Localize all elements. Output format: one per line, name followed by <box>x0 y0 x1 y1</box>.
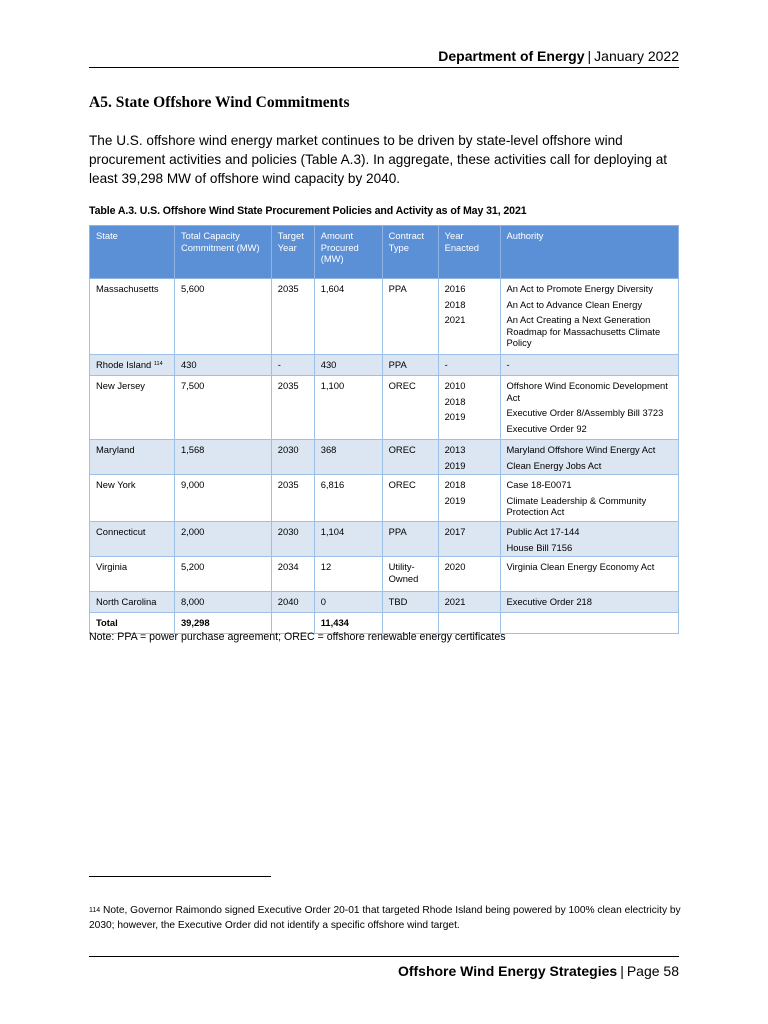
state-name: New York <box>96 479 136 490</box>
table-row <box>90 592 679 613</box>
state-name: Massachusetts <box>96 283 159 294</box>
authority-item: Maryland Offshore Wind Energy Act <box>506 444 656 455</box>
year-item: 2019 <box>444 411 466 422</box>
cell-procured: 368 <box>314 440 382 475</box>
year-item: 2010 <box>444 380 466 391</box>
cell-state <box>90 592 175 613</box>
authority-item: - <box>506 359 510 370</box>
state-name: Connecticut <box>96 526 146 537</box>
footnote <box>89 904 681 933</box>
table-header-row <box>90 226 679 279</box>
col-header-target-year: Target Year <box>271 226 314 279</box>
state-name: North Carolina <box>96 596 157 607</box>
year-item: - <box>444 359 448 370</box>
cell-target-year: 2034 <box>271 557 314 592</box>
state-name: New Jersey <box>96 380 145 391</box>
table-note: Note: PPA = power purchase agreement; OREC = offshore renewable energy certificates <box>89 631 506 643</box>
cell-state <box>90 475 175 522</box>
authority-item: Executive Order 8/Assembly Bill 3723 <box>506 407 664 418</box>
cell-authority <box>500 557 679 592</box>
authority-item: Case 18-E0071 <box>506 479 572 490</box>
cell-year-enacted <box>438 557 500 592</box>
year-item: 2018 <box>444 298 466 310</box>
table-row <box>90 475 679 522</box>
section-title: A5. State Offshore Wind Commitments <box>89 94 350 111</box>
table-row <box>90 376 679 440</box>
col-header-year-enacted: Year Enacted <box>438 226 500 279</box>
authority-item: An Act to Advance Clean Energy <box>506 298 643 310</box>
table-body <box>90 279 679 634</box>
footer-page-number: Page 58 <box>626 963 679 979</box>
cell-capacity: 5,600 <box>174 279 271 355</box>
cell-procured: 1,100 <box>314 376 382 440</box>
cell-year-enacted <box>438 475 500 522</box>
table-caption: Table A.3. U.S. Offshore Wind State Procurement Policies and Activity as of May 31, 2021 <box>89 205 527 217</box>
cell-authority <box>500 440 679 475</box>
cell-contract-type: OREC <box>382 440 438 475</box>
cell-state <box>90 440 175 475</box>
authority-item: Offshore Wind Economic Development Act <box>506 380 668 403</box>
authority-item: House Bill 7156 <box>506 541 573 553</box>
page-header <box>89 46 679 68</box>
cell-authority <box>500 475 679 522</box>
footnote-ref: 114 <box>153 361 163 367</box>
cell-year-enacted <box>438 355 500 376</box>
authority-item: An Act to Promote Energy Diversity <box>506 283 653 294</box>
cell-state <box>90 279 175 355</box>
authority-item: Clean Energy Jobs Act <box>506 459 602 471</box>
year-item: 2021 <box>444 314 466 325</box>
cell-contract-type: OREC <box>382 376 438 440</box>
cell-capacity: 9,000 <box>174 475 271 522</box>
cell-contract-type: PPA <box>382 355 438 376</box>
cell-state <box>90 376 175 440</box>
footnote-rule <box>89 876 271 877</box>
col-header-state: State <box>90 226 175 279</box>
cell-contract-type: Utility-Owned <box>382 557 438 592</box>
cell-procured: 12 <box>314 557 382 592</box>
cell-procured: 0 <box>314 592 382 613</box>
cell-year-enacted <box>438 592 500 613</box>
header-separator: | <box>587 48 592 64</box>
cell-state <box>90 522 175 557</box>
footnote-text: Note, Governor Raimondo signed Executive Order 20-01 that targeted Rhode Island being powered by 100% clean electricity by 2030; however, the Executive Order did not identify a specific offshore wind target. <box>89 905 681 931</box>
cell-state <box>90 355 175 376</box>
cell-contract-type: PPA <box>382 522 438 557</box>
procurement-table <box>89 225 679 634</box>
cell-capacity: 7,500 <box>174 376 271 440</box>
footnote-number: 114 <box>89 907 101 914</box>
authority-item: Executive Order 218 <box>506 596 592 607</box>
state-name: Virginia <box>96 561 128 572</box>
cell-year-enacted <box>438 522 500 557</box>
cell-year-enacted <box>438 376 500 440</box>
cell-state <box>90 557 175 592</box>
cell-authority <box>500 522 679 557</box>
cell-capacity: 430 <box>174 355 271 376</box>
cell-procured: 6,816 <box>314 475 382 522</box>
year-item: 2017 <box>444 526 466 537</box>
col-header-procured: Amount Procured (MW) <box>314 226 382 279</box>
cell-contract-type: TBD <box>382 592 438 613</box>
cell-target-year: 2035 <box>271 475 314 522</box>
total-capacity: 39,298 <box>174 613 271 634</box>
total-label: Total <box>90 613 175 634</box>
col-header-authority: Authority <box>500 226 679 279</box>
cell-procured: 1,604 <box>314 279 382 355</box>
cell-target-year: 2035 <box>271 376 314 440</box>
table-row <box>90 279 679 355</box>
authority-item: An Act Creating a Next Generation Roadmap for Massachusetts Climate Policy <box>506 314 661 348</box>
year-item: 2018 <box>444 395 466 407</box>
col-header-capacity: Total Capacity Commitment (MW) <box>174 226 271 279</box>
table-row <box>90 440 679 475</box>
year-item: 2013 <box>444 444 466 455</box>
state-name: Maryland <box>96 444 135 455</box>
table-row <box>90 522 679 557</box>
cell-target-year: 2030 <box>271 440 314 475</box>
footer-doc-title: Offshore Wind Energy Strategies <box>397 963 618 979</box>
cell-contract-type: PPA <box>382 279 438 355</box>
authority-item: Executive Order 92 <box>506 422 587 434</box>
header-date: January 2022 <box>594 48 679 64</box>
year-item: 2016 <box>444 283 466 294</box>
state-name: Rhode Island <box>96 359 152 370</box>
cell-year-enacted <box>438 279 500 355</box>
cell-target-year: - <box>271 355 314 376</box>
total-empty-cell <box>500 613 679 634</box>
authority-item: Public Act 17-144 <box>506 526 580 537</box>
cell-contract-type: OREC <box>382 475 438 522</box>
cell-target-year: 2030 <box>271 522 314 557</box>
table-row <box>90 557 679 592</box>
year-item: 2019 <box>444 459 466 471</box>
cell-capacity: 2,000 <box>174 522 271 557</box>
cell-target-year: 2040 <box>271 592 314 613</box>
authority-item: Climate Leadership & Community Protection Act <box>506 494 647 517</box>
authority-item: Virginia Clean Energy Economy Act <box>506 561 655 572</box>
total-procured: 11,434 <box>314 613 382 634</box>
intro-paragraph: The U.S. offshore wind energy market continues to be driven by state-level offshore wind procurement activities and policies (Table A.3). In aggregate, these activities call for deploying at least 39,298 MW of offshore wind capacity by 2040. <box>89 133 668 186</box>
cell-authority <box>500 592 679 613</box>
cell-authority <box>500 355 679 376</box>
year-item: 2019 <box>444 494 466 506</box>
year-item: 2020 <box>444 561 466 572</box>
year-item: 2018 <box>444 479 466 490</box>
cell-capacity: 1,568 <box>174 440 271 475</box>
page-footer <box>89 956 679 980</box>
table-row <box>90 355 679 376</box>
cell-year-enacted <box>438 440 500 475</box>
footer-separator: | <box>620 963 624 979</box>
cell-target-year: 2035 <box>271 279 314 355</box>
cell-authority <box>500 376 679 440</box>
cell-procured: 1,104 <box>314 522 382 557</box>
header-org: Department of Energy <box>438 48 585 64</box>
col-header-contract-type: Contract Type <box>382 226 438 279</box>
cell-capacity: 8,000 <box>174 592 271 613</box>
cell-capacity: 5,200 <box>174 557 271 592</box>
cell-authority <box>500 279 679 355</box>
year-item: 2021 <box>444 596 466 607</box>
cell-procured: 430 <box>314 355 382 376</box>
